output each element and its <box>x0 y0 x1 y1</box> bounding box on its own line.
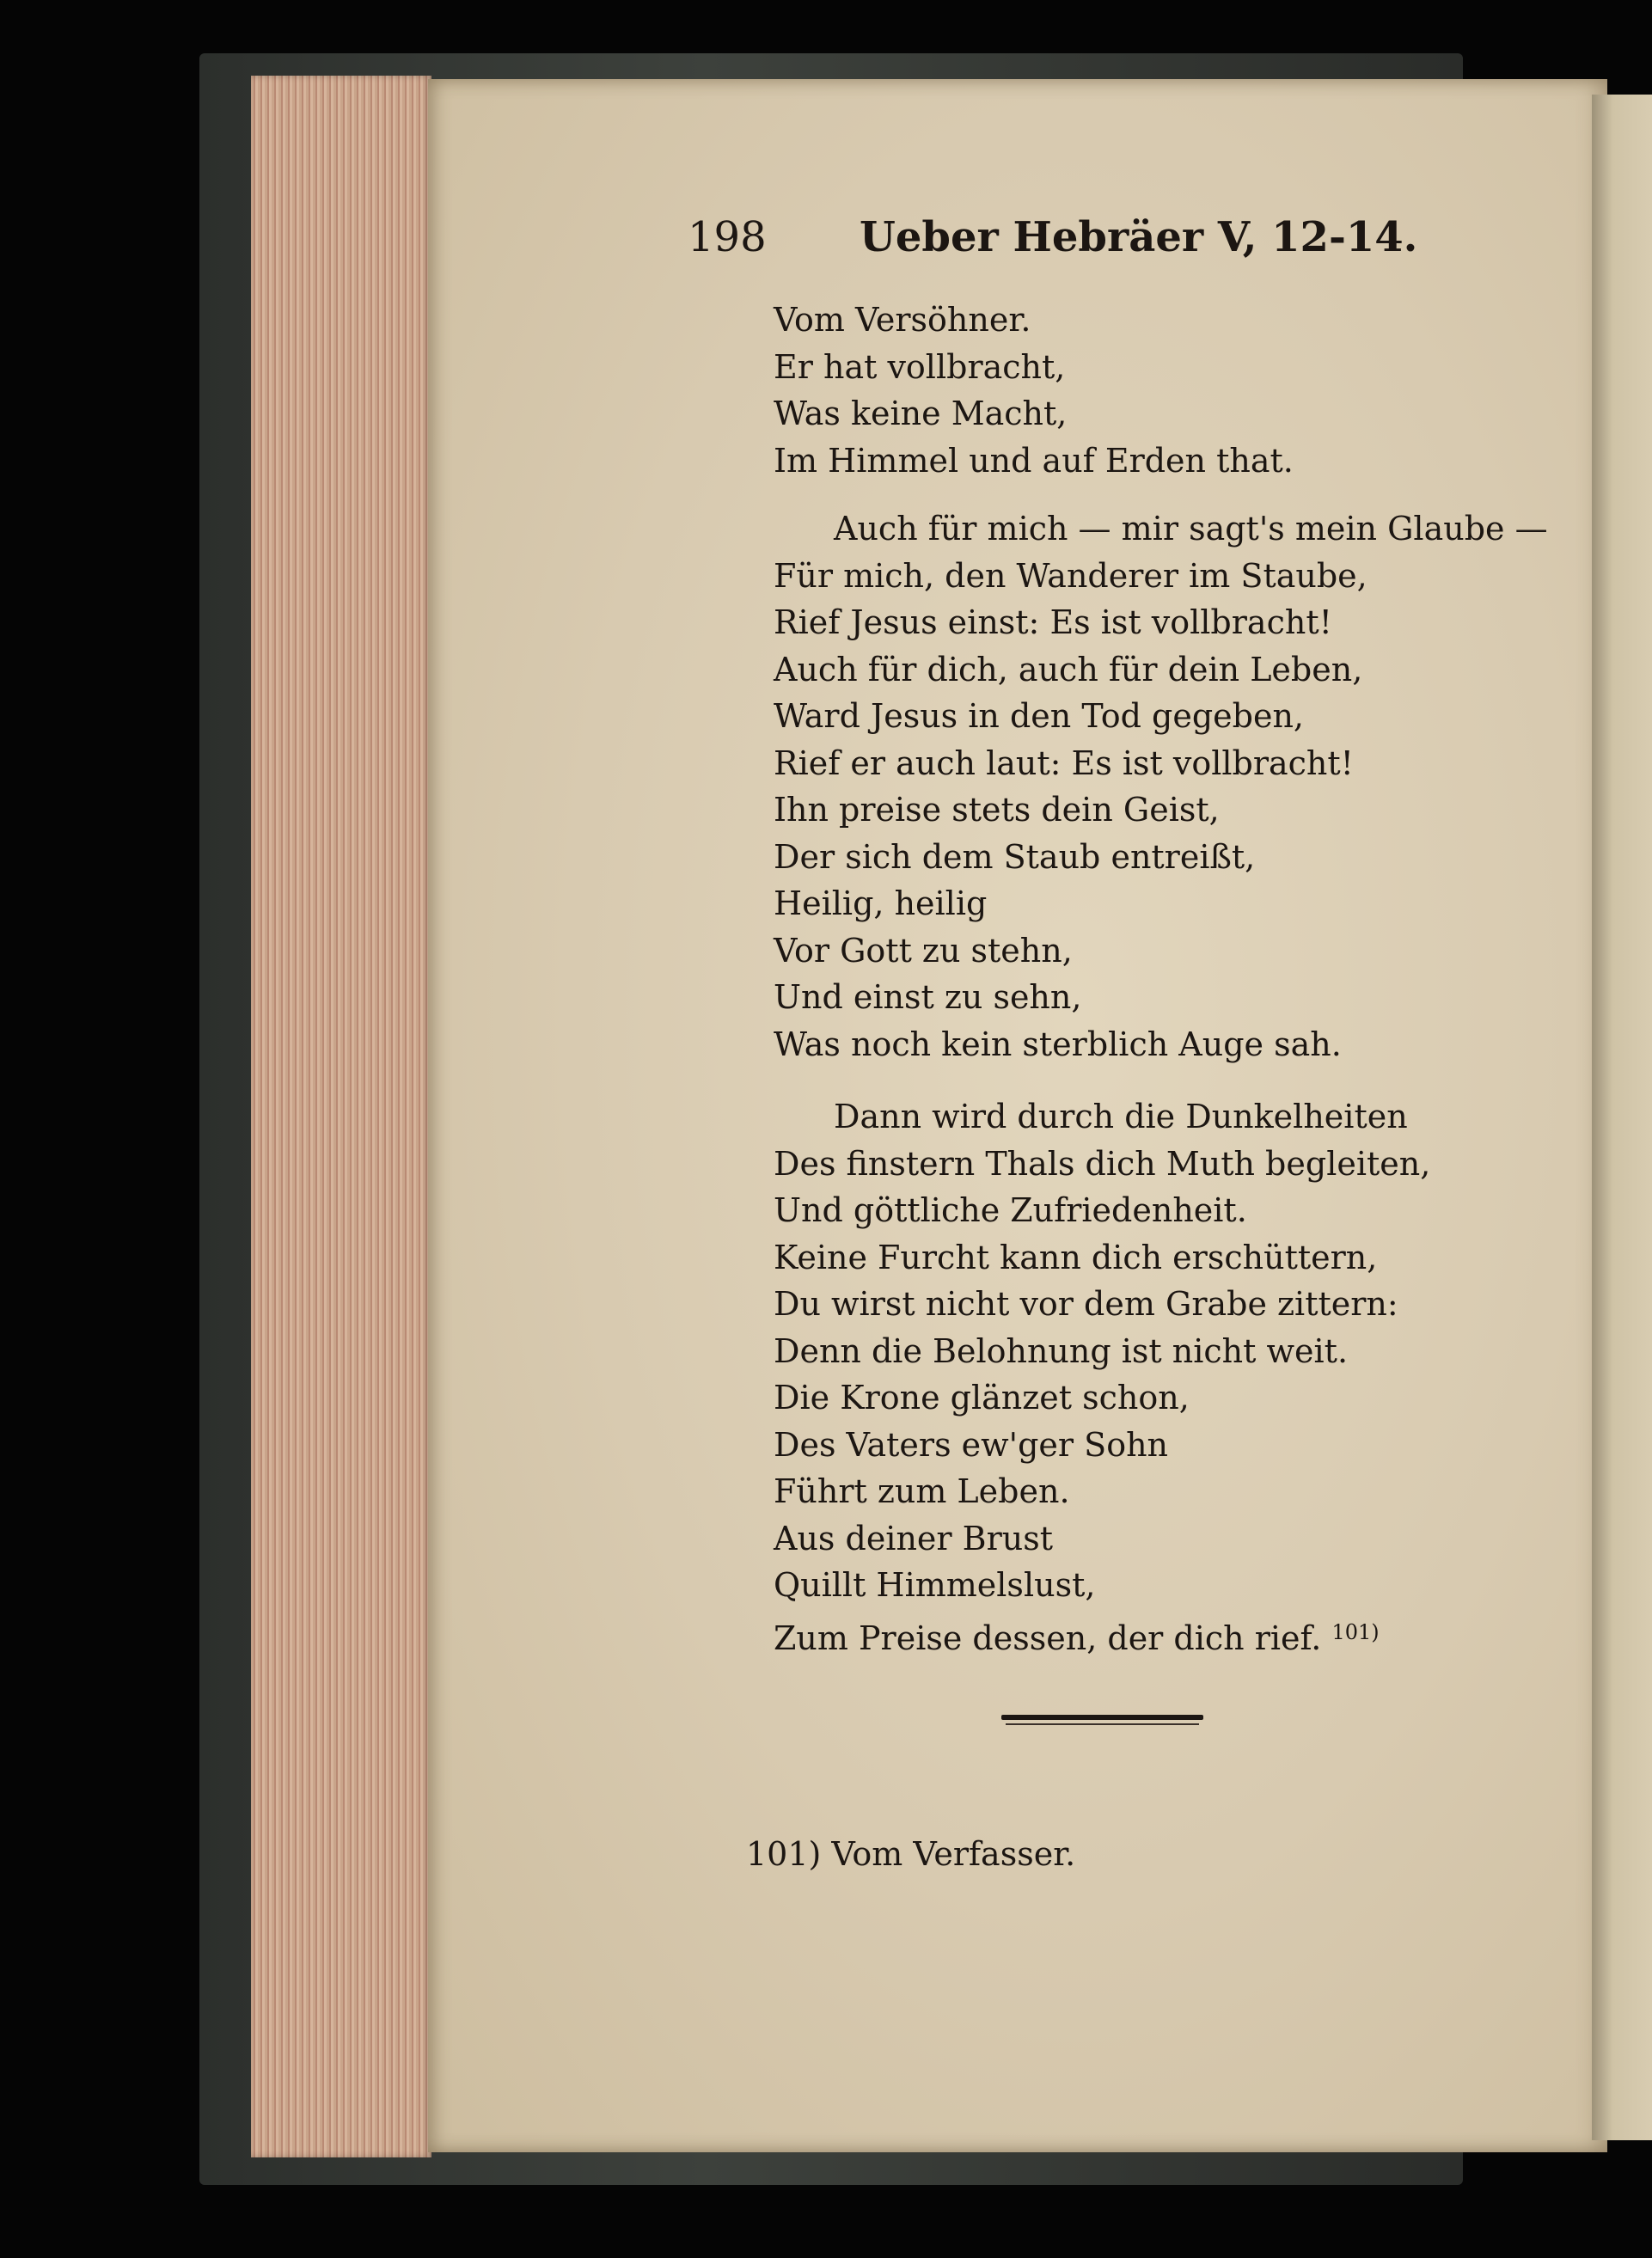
verse-line: Im Himmel und auf Erden that. <box>774 441 1294 480</box>
facing-page-edge <box>1592 95 1652 2140</box>
verse-line: Ward Jesus in den Tod gegeben, <box>774 697 1304 735</box>
verse-line: Denn die Belohnung ist nicht weit. <box>774 1331 1349 1370</box>
verse-line: Und göttliche Zufriedenheit. <box>774 1191 1247 1229</box>
verse-line: Quillt Himmelslust, <box>774 1566 1096 1604</box>
verse-line: Du wirst nicht vor dem Grabe zittern: <box>774 1285 1398 1323</box>
section-rule-thin <box>1006 1723 1199 1725</box>
verse-line: Führt zum Leben. <box>774 1472 1070 1510</box>
verse-text: Zum Preise dessen, der dich rief. <box>774 1619 1322 1657</box>
verse-line: Heilig, heilig <box>774 884 988 922</box>
page-number: 198 <box>688 213 767 261</box>
verse-line: Rief Jesus einst: Es ist vollbracht! <box>774 603 1332 641</box>
verse-line: Der sich dem Staub entreißt, <box>774 837 1256 876</box>
section-rule <box>1001 1715 1203 1720</box>
verse-line: Des Vaters ew'ger Sohn <box>774 1425 1169 1464</box>
page-fore-edge <box>251 76 431 2157</box>
header-title: Ueber Hebräer V, 12-14. <box>860 213 1418 261</box>
verse-line: Was keine Macht, <box>774 395 1068 432</box>
verse-line: Und einst zu sehn, <box>774 978 1082 1016</box>
footnote: 101) Vom Verfasser. <box>746 1835 1076 1873</box>
stanza-3 <box>774 1093 1430 1655</box>
verse-line-last <box>774 1609 1430 1656</box>
running-head <box>688 213 1418 273</box>
verse-line: Dann wird durch die Dunkelheiten <box>834 1098 1408 1135</box>
verse-line: Keine Furcht kann dich erschüttern, <box>774 1238 1378 1276</box>
verse-line: Für mich, den Wanderer im Staube, <box>774 556 1367 595</box>
footnote-marker: 101) <box>1331 1619 1380 1644</box>
verse-line: Was noch kein sterblich Auge sah. <box>774 1025 1342 1063</box>
verse-line: Aus deiner Brust <box>774 1519 1054 1557</box>
verse-line: Die Krone glänzet schon, <box>774 1379 1190 1417</box>
verse-line: Auch für dich, auch für dein Leben, <box>774 650 1363 688</box>
verse-line: Auch für mich — mir sagt's mein Glaube — <box>834 510 1548 548</box>
verse-line: Rief er auch laut: Es ist vollbracht! <box>774 743 1354 782</box>
verse-line: Er hat vollbracht, <box>774 347 1066 386</box>
stanza-2 <box>774 505 1548 1068</box>
verse-line: Ihn preise stets dein Geist, <box>774 791 1220 829</box>
stanza-1 <box>774 297 1294 484</box>
verse-line: Des finstern Thals dich Muth begleiten, <box>774 1144 1431 1183</box>
verse-line: Vom Versöhner. <box>774 301 1031 339</box>
verse-line: Vor Gott zu stehn, <box>774 931 1073 970</box>
